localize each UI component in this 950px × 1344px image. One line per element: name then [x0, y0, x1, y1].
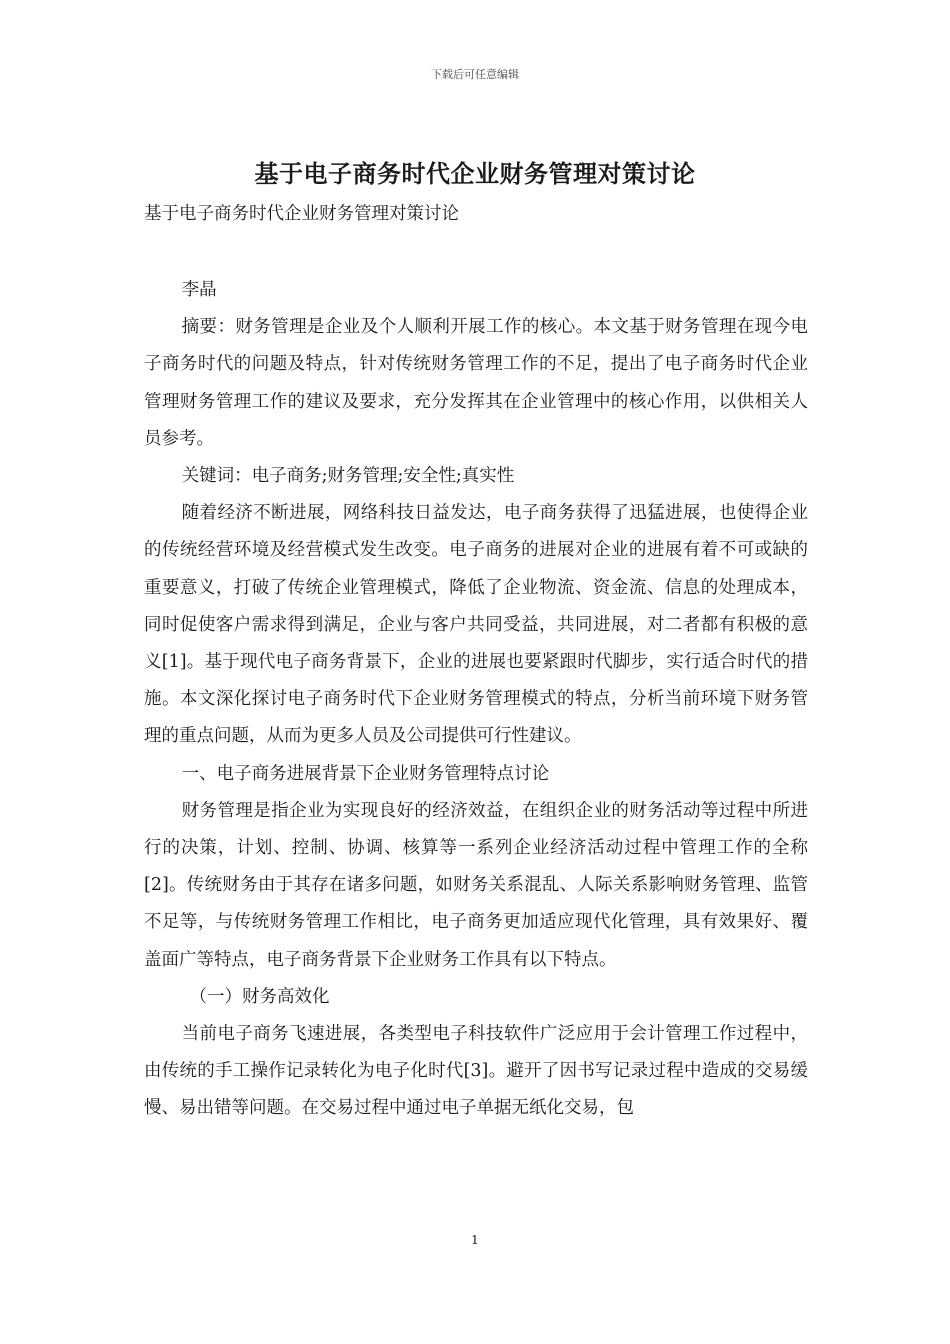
document-subtitle: 基于电子商务时代企业财务管理对策讨论: [144, 204, 459, 224]
section-paragraph: 财务管理是指企业为实现良好的经济效益，在组织企业的财务活动等过程中所进行的决策，计划、控制、协调、核算等一系列企业经济活动过程中管理工作的全称[2]。传统财务由于其存在诸多问题，如财务关系混乱、人际关系影响财务管理、监管不足等，与传统财务管理工作相比，电子商务更加适应现代化管理，具有效果好、覆盖面广等特点，电子商务背景下企业财务工作具有以下特点。: [144, 800, 808, 970]
header-note: 下载后可任意编辑: [431, 68, 519, 81]
subsection-heading: （一）财务高效化: [189, 986, 330, 1007]
subsection-paragraph: 当前电子商务飞速进展，各类型电子科技软件广泛应用于会计管理工作过程中，由传统的手工操作记录转化为电子化时代[3]。避开了因书写记录过程中造成的交易缓慢、易出错等问题。在交易过程中通过电子单据无纸化交易，包: [144, 1024, 808, 1119]
page-number: 1: [471, 1233, 479, 1247]
abstract-paragraph: 摘要：财务管理是企业及个人顺利开展工作的核心。本文基于财务管理在现今电子商务时代的问题及特点，针对传统财务管理工作的不足，提出了电子商务时代企业管理财务管理工作的建议及要求，充分发挥其在企业管理中的核心作用，以供相关人员参考。: [144, 317, 808, 449]
document-title: 基于电子商务时代企业财务管理对策讨论: [254, 159, 696, 188]
keywords-line: 关键词：电子商务;财务管理;安全性;真实性: [181, 466, 515, 487]
author-name: 李晶: [181, 280, 217, 300]
document-body: [144, 272, 808, 1128]
section-heading: 一、电子商务进展背景下企业财务管理特点讨论: [181, 763, 550, 784]
intro-paragraph: 随着经济不断进展，网络科技日益发达，电子商务获得了迅猛进展，也使得企业的传统经营环境及经营模式发生改变。电子商务的进展对企业的进展有着不可或缺的重要意义，打破了传统企业管理模式，降低了企业物流、资金流、信息的处理成本，同时促使客户需求得到满足，企业与客户共同受益，共同进展，对二者都有积极的意义[1]。基于现代电子商务背景下，企业的进展也要紧跟时代脚步，实行适合时代的措施。本文深化探讨电子商务时代下企业财务管理模式的特点，分析当前环境下财务管理的重点问题，从而为更多人员及公司提供可行性建议。: [144, 503, 808, 747]
